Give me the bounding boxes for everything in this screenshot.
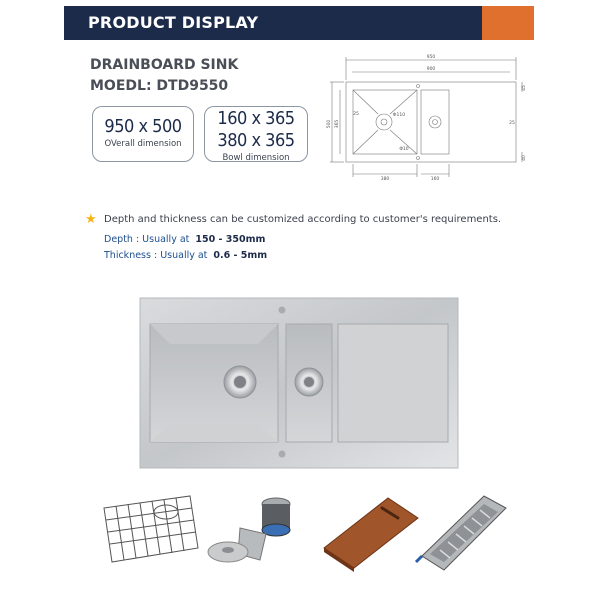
thickness-value: 0.6 - 5mm	[213, 250, 268, 261]
dim-height-outer: 500	[327, 119, 332, 129]
bowl-dimension-value-2: 380 x 365	[217, 130, 295, 151]
header-banner	[64, 6, 534, 40]
sink-photo	[140, 298, 458, 468]
dim-width-outer: 950	[426, 55, 436, 60]
bottom-grid-image	[94, 478, 206, 578]
dim-width-inner: 900	[426, 67, 436, 72]
cutting-board-image	[318, 478, 422, 578]
dim-height-inner: 365	[335, 119, 340, 129]
overall-dimension-value: 950 x 500	[104, 116, 182, 137]
dim-bowl-small: 160	[430, 177, 440, 182]
depth-label: Depth : Usually at	[104, 234, 190, 245]
dim-margin-left: 25	[353, 112, 359, 117]
bowl-dimension-label: Bowl dimension	[222, 153, 290, 163]
overall-dimension-label: OVerall dimension	[104, 139, 182, 149]
bowl-dimension-box	[204, 106, 308, 162]
star-icon: ★	[85, 212, 97, 227]
dim-margin-top: 45	[522, 85, 527, 91]
bowl-dimension-value-1: 160 x 365	[217, 108, 295, 129]
thickness-spec	[104, 250, 267, 261]
basket-strainer-image	[204, 478, 316, 578]
colander-image	[414, 478, 514, 578]
dim-bowl-large: 380	[380, 177, 390, 182]
dim-margin-bottom: 40	[522, 155, 527, 161]
header-accent-block	[482, 6, 534, 40]
drawing-small-bowl	[421, 90, 449, 154]
depth-spec	[104, 234, 265, 245]
product-model: MOEDL: DTD9550	[90, 78, 229, 94]
customization-note: Depth and thickness can be customized according to customer's requirements.	[104, 214, 502, 225]
dim-margin-right: 25	[509, 121, 515, 126]
dim-drain-large: Φ110	[392, 113, 406, 118]
thickness-label: Thickness : Usually at	[104, 250, 208, 261]
page-title: PRODUCT DISPLAY	[88, 13, 259, 32]
product-name: DRAINBOARD SINK	[90, 57, 239, 73]
drawing-outline	[346, 82, 516, 162]
depth-value: 150 - 350mm	[195, 234, 266, 245]
technical-drawing	[326, 52, 526, 182]
overall-dimension-box	[92, 106, 194, 162]
dim-drain-hole: Φ10	[399, 147, 409, 152]
